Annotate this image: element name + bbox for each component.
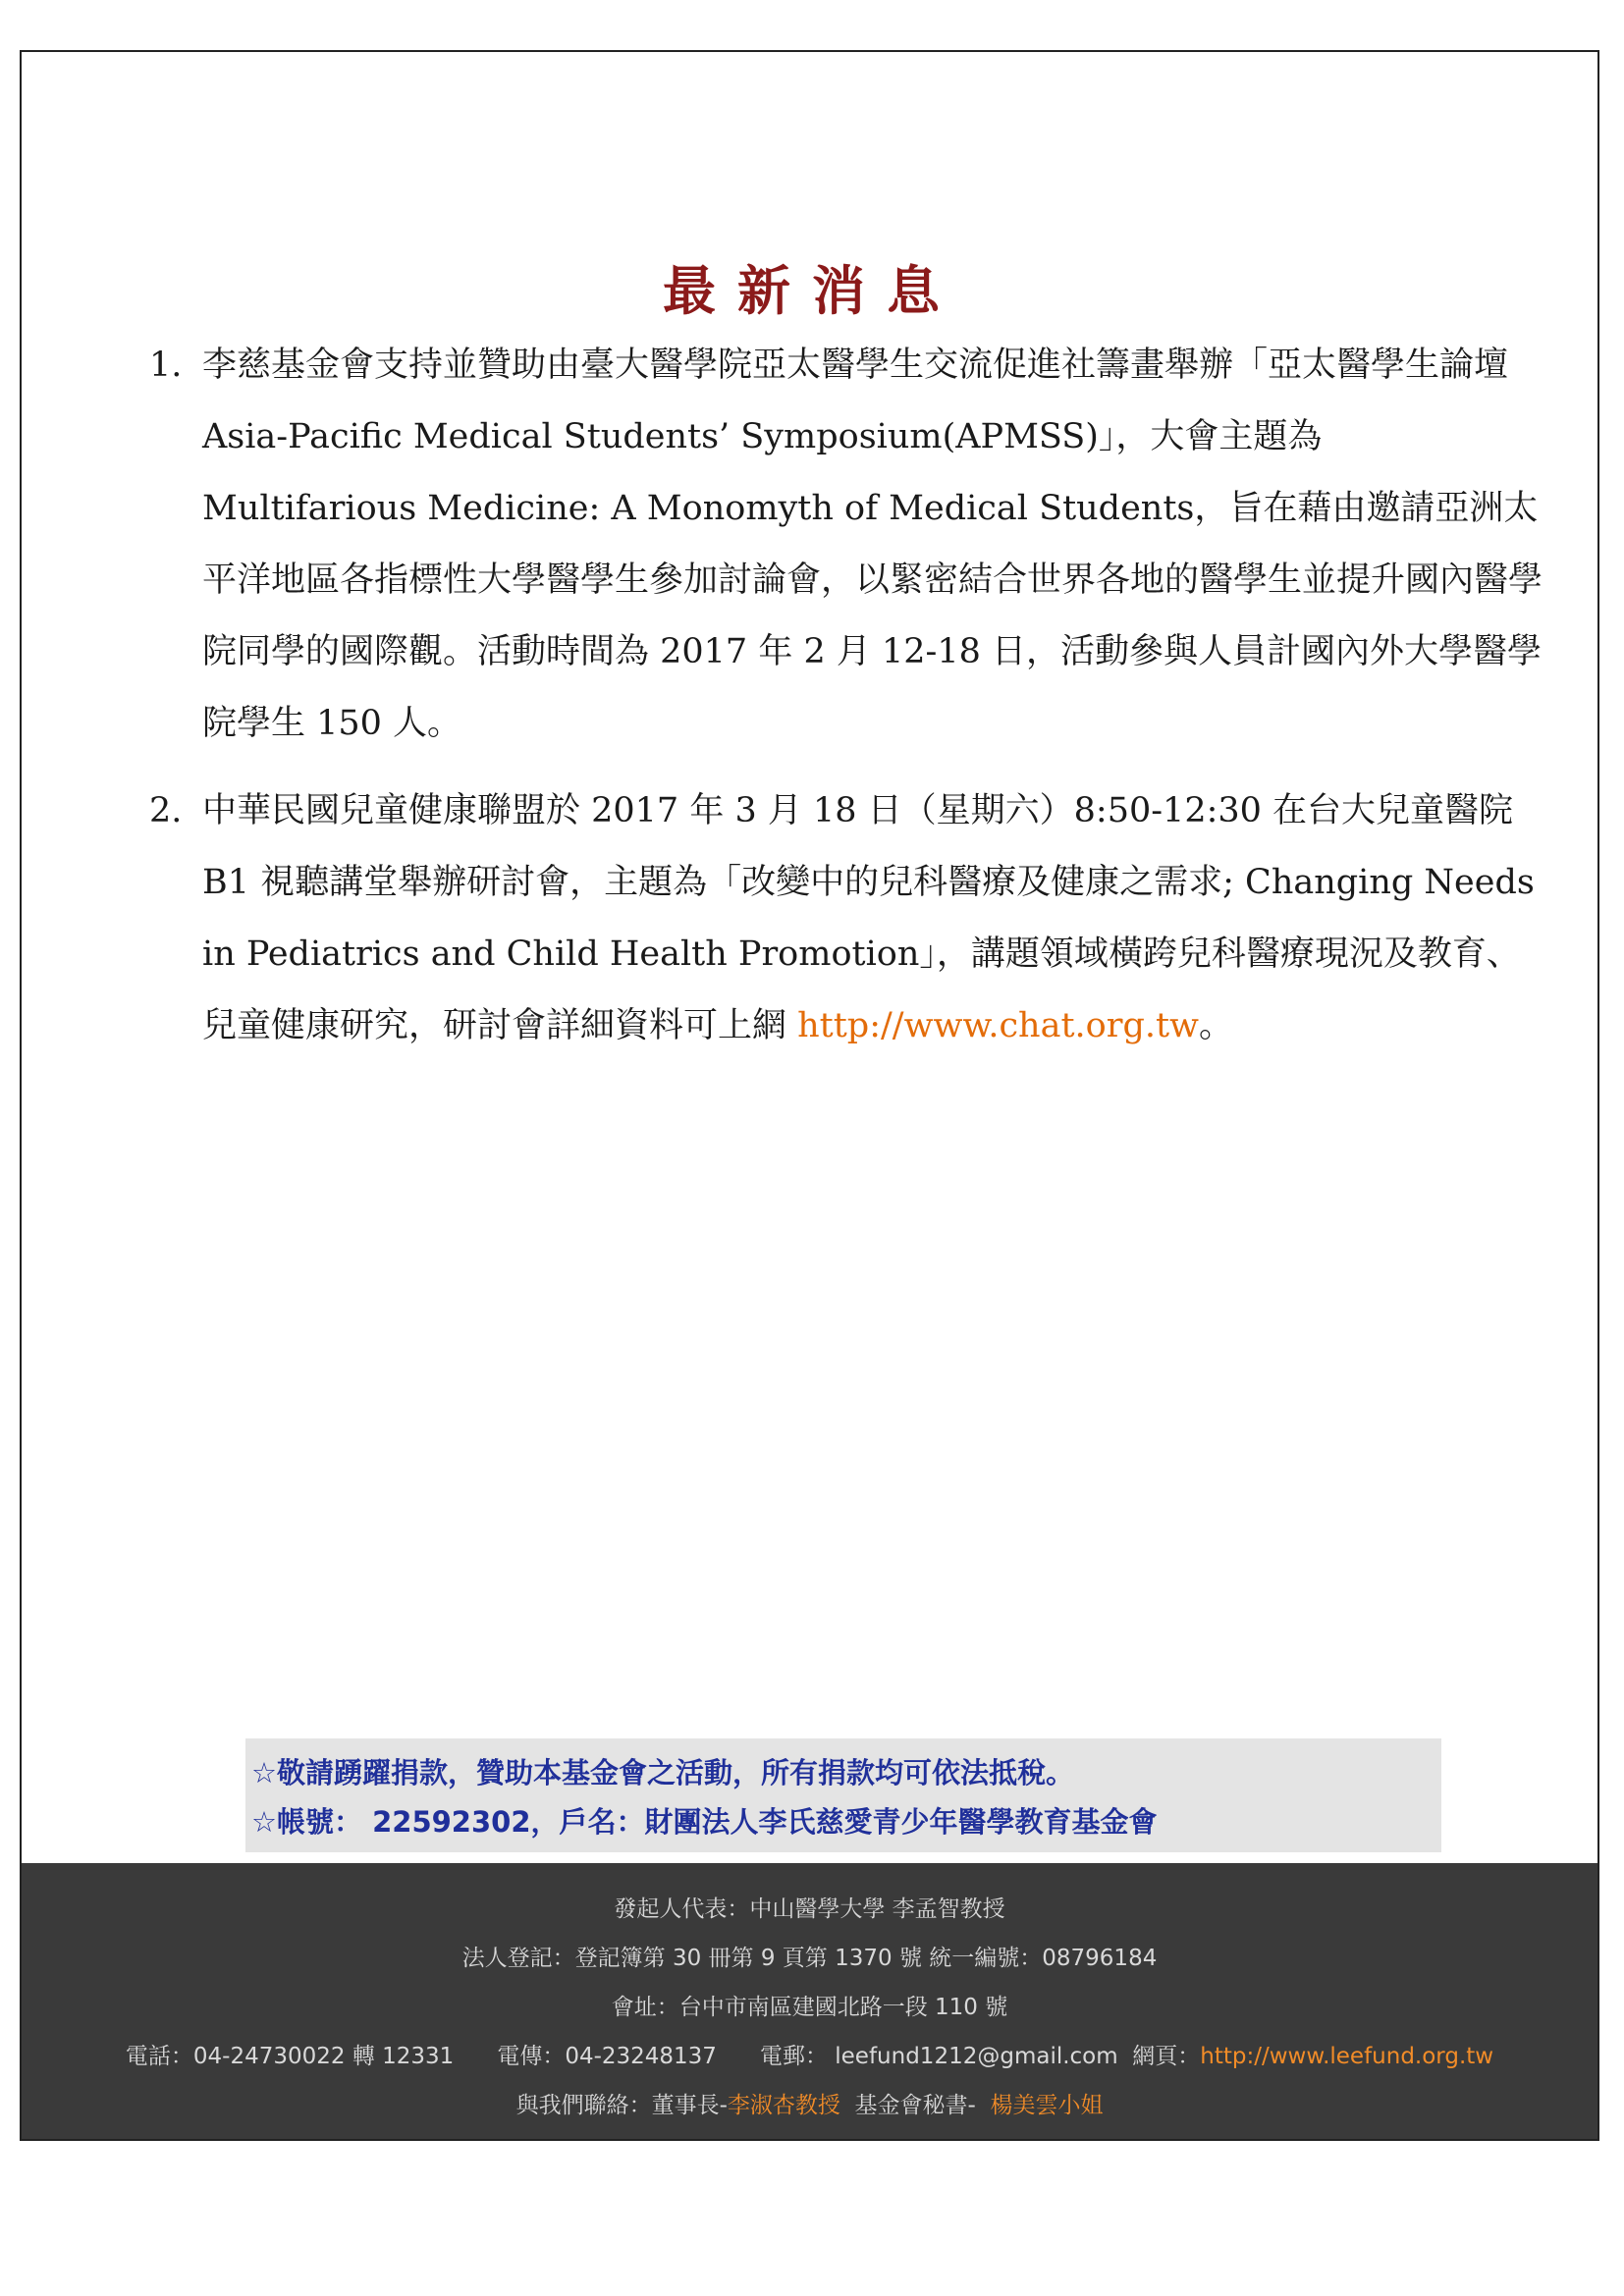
donation-box	[245, 1738, 1441, 1852]
news-text	[202, 775, 1543, 1062]
footer	[22, 1863, 1597, 2139]
page-title: 最新消息	[663, 259, 961, 323]
footer-secretary-label: 基金會秘書-	[854, 2093, 976, 2118]
news-item-1	[149, 330, 1543, 760]
footer-registration: 法人登記：登記簿第 30 冊第 9 頁第 1370 號 統一編號：08796184	[461, 1946, 1158, 1971]
footer-contact-details	[22, 2038, 1597, 2070]
news-body: 中華民國兒童健康聯盟於 2017 年 3 月 18 日（星期六）8:50-12:30 在台大兒童醫院 B1 視聽講堂舉辦研討會，主題為「改變中的兒科醫療及健康之需求; Changing Needs in Pediatrics and Child Health Promotion」，講題領域橫跨兒科醫療現況及教育、兒童健康研究，研討會詳細資料可上網	[202, 791, 1535, 1045]
footer-web-link[interactable]: http://www.leefund.org.tw	[1200, 2044, 1494, 2069]
footer-email[interactable]: 電郵： leefund1212@gmail.com	[759, 2044, 1118, 2069]
donation-appeal: ☆敬請踴躍捐款，贊助本基金會之活動，所有捐款均可依法抵稅。	[251, 1756, 1074, 1789]
news-list	[149, 330, 1543, 1062]
footer-web-label: 網頁：	[1132, 2044, 1201, 2069]
donation-account: ☆帳號： 22592302，戶名：財團法人李氏慈愛青少年醫學教育基金會	[251, 1805, 1158, 1839]
news-text: 李慈基金會支持並贊助由臺大醫學院亞太醫學生交流促進社籌畫舉辦「亞太醫學生論壇 Asia-Pacific Medical Students’ Symposium(APMSS)」，大會主題為 Multifarious Medicine: A Monomyth of Medical Students，旨在藉由邀請亞洲太平洋地區各指標性大學醫學生參加討論會，以緊密結合世界各地的醫學生並提升國內醫學院同學的國際觀。活動時間為 2017 年 2 月 12-18 日，活動參與人員計國內外大學醫學院學生 150 人。	[202, 346, 1543, 743]
footer-address: 會址：台中市南區建國北路一段 110 號	[611, 1995, 1008, 2020]
footer-phone: 電話：04-24730022 轉 12331	[125, 2044, 455, 2069]
news-suffix: 。	[1199, 1006, 1234, 1045]
footer-founder: 發起人代表：中山醫學大學 李孟智教授	[614, 1896, 1005, 1922]
chat-website-link[interactable]: http://www.chat.org.tw	[797, 1006, 1199, 1045]
news-item-2	[149, 775, 1543, 1062]
footer-chairman: 李淑杏教授	[727, 2093, 840, 2118]
news-number: 1.	[149, 346, 183, 385]
footer-fax: 電傳：04-23248137	[497, 2044, 717, 2069]
footer-secretary: 楊美雲小姐	[990, 2093, 1104, 2118]
footer-contact-us	[22, 2087, 1597, 2119]
footer-contact-label: 與我們聯絡：董事長-	[515, 2093, 728, 2118]
news-number: 2.	[149, 791, 183, 830]
